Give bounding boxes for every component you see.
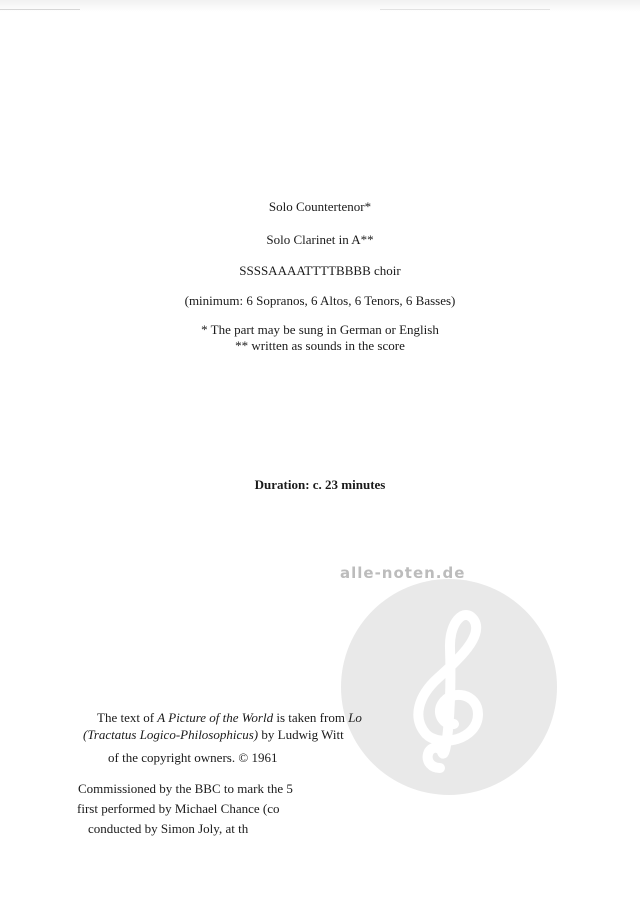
footnote-transposition: ** written as sounds in the score: [235, 338, 405, 353]
source-title: (Tractatus Logico-Philosophicus): [83, 727, 259, 742]
soloist-clarinet: Solo Clarinet in A**: [266, 232, 374, 247]
soloist-countertenor: Solo Countertenor*: [268, 199, 372, 214]
watermark-logo: [340, 564, 558, 796]
watermark-text: alle-noten.de: [340, 564, 466, 582]
credit-prefix: The text of: [97, 710, 158, 725]
choir-voicing: SSSSAAAATTTTBBBB choir: [239, 263, 401, 278]
duration: Duration: c. 23 minutes: [254, 477, 386, 492]
footnote-language: * The part may be sung in German or English: [201, 322, 439, 337]
commission-line-1: Commissioned by the BBC to mark the 5: [78, 781, 293, 796]
scan-top-edge: [0, 0, 640, 12]
choir-minimum: (minimum: 6 Sopranos, 6 Altos, 6 Tenors, 6 Basses): [184, 293, 456, 308]
text-credit-line-2: [83, 727, 344, 743]
credit-cut-word: Lo: [348, 710, 362, 725]
copyright-line: of the copyright owners. © 1961: [108, 750, 278, 765]
credit-middle: is taken from: [273, 710, 349, 725]
work-title: A Picture of the World: [157, 710, 274, 725]
commission-line-3: conducted by Simon Joly, at th: [88, 821, 249, 836]
scan-artifact: [0, 9, 80, 10]
author-credit: by Ludwig Witt: [258, 727, 344, 742]
text-credit-line-1: [97, 710, 362, 726]
scan-artifact: [380, 9, 550, 10]
commission-line-2: first performed by Michael Chance (co: [77, 801, 280, 816]
